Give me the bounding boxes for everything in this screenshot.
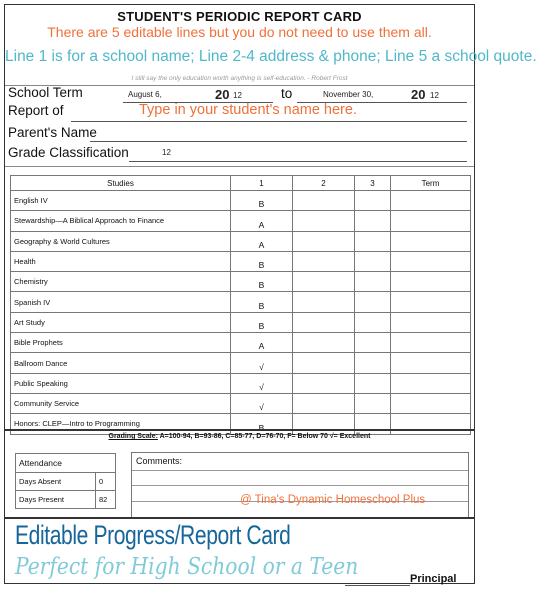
principal-signature-line	[345, 585, 410, 586]
table-row	[11, 373, 471, 393]
grade-cell[interactable]	[293, 231, 355, 251]
table-row	[11, 191, 471, 211]
student-name-field[interactable]: Type in your student's name here.	[139, 102, 357, 118]
grade-cell[interactable]	[293, 393, 355, 413]
subject-cell[interactable]: Stewardship—A Biblical Approach to Finance	[11, 211, 231, 231]
term-cell[interactable]	[391, 333, 471, 353]
grade-cell[interactable]: B	[231, 251, 293, 271]
term-cell[interactable]	[391, 272, 471, 292]
grade-cell[interactable]	[293, 272, 355, 292]
term-end-field[interactable]: November 30,	[323, 90, 374, 99]
banner-title: Editable Progress/Report Card	[15, 520, 291, 550]
grade-cell[interactable]	[355, 353, 391, 373]
term-start-year-field[interactable]: 12	[233, 91, 242, 100]
editable-lines-note[interactable]: There are 5 editable lines but you do not need to use them all.	[47, 24, 432, 40]
comments-label: Comments:	[136, 456, 183, 466]
grade-cell[interactable]	[293, 373, 355, 393]
subject-cell[interactable]: Public Speaking	[11, 373, 231, 393]
header-term: Term	[391, 176, 471, 191]
grading-scale-label: Grading Scale:	[108, 433, 158, 440]
grade-cell[interactable]: √	[231, 393, 293, 413]
grade-classification-field[interactable]: 12	[162, 148, 171, 157]
grade-cell[interactable]: A	[231, 231, 293, 251]
days-absent-value[interactable]: 0	[96, 473, 116, 491]
info-divider	[5, 166, 474, 167]
grade-cell[interactable]	[293, 333, 355, 353]
comment-line	[132, 485, 468, 486]
table-row	[11, 353, 471, 373]
attendance-table	[15, 453, 116, 509]
header-period-3: 3	[355, 176, 391, 191]
grading-scale	[5, 433, 474, 440]
header-period-2: 2	[293, 176, 355, 191]
table-row	[11, 333, 471, 353]
table-row	[11, 251, 471, 271]
days-absent-label: Days Absent	[16, 473, 96, 491]
report-of-line	[71, 121, 467, 122]
subject-cell[interactable]: English IV	[11, 191, 231, 211]
attendance-header: Attendance	[16, 454, 116, 473]
days-present-value[interactable]: 82	[96, 491, 116, 509]
subject-cell[interactable]: Community Service	[11, 393, 231, 413]
grade-cell[interactable]	[355, 393, 391, 413]
subject-cell[interactable]: Honors: CLEP—Intro to Programming	[11, 414, 231, 434]
subject-cell[interactable]: Chemistry	[11, 272, 231, 292]
comment-line	[132, 470, 468, 471]
grade-cell[interactable]	[355, 211, 391, 231]
table-row	[11, 292, 471, 312]
year-prefix-end: 20	[411, 87, 426, 102]
grade-cell[interactable]	[355, 292, 391, 312]
grade-cell[interactable]: B	[231, 312, 293, 332]
studies-table	[10, 175, 471, 435]
grade-cell[interactable]	[293, 191, 355, 211]
grade-classification-line	[129, 161, 467, 162]
subject-cell[interactable]: Art Study	[11, 312, 231, 332]
grade-cell[interactable]	[293, 353, 355, 373]
term-cell[interactable]	[391, 373, 471, 393]
subject-cell[interactable]: Geography & World Cultures	[11, 231, 231, 251]
days-present-label: Days Present	[16, 491, 96, 509]
grade-cell[interactable]: A	[231, 211, 293, 231]
school-term-label: School Term	[8, 85, 83, 100]
grade-cell[interactable]: B	[231, 272, 293, 292]
days-present-row	[16, 491, 116, 509]
report-card	[4, 4, 537, 585]
table-row	[11, 211, 471, 231]
grade-cell[interactable]	[355, 312, 391, 332]
attendance-header-row	[16, 454, 116, 473]
table-row	[11, 312, 471, 332]
parents-name-label: Parent's Name	[8, 125, 97, 140]
term-cell[interactable]	[391, 353, 471, 373]
grade-cell[interactable]	[293, 292, 355, 312]
grade-cell[interactable]	[355, 231, 391, 251]
to-label: to	[281, 86, 293, 101]
subject-cell[interactable]: Ballroom Dance	[11, 353, 231, 373]
term-cell[interactable]	[391, 231, 471, 251]
report-of-label: Report of	[8, 103, 64, 118]
subject-cell[interactable]: Bible Prophets	[11, 333, 231, 353]
grade-cell[interactable]	[355, 414, 391, 434]
term-cell[interactable]	[391, 312, 471, 332]
banner-divider	[5, 517, 474, 519]
term-cell[interactable]	[391, 191, 471, 211]
grade-cell[interactable]: A	[231, 333, 293, 353]
term-cell[interactable]	[391, 251, 471, 271]
table-row	[11, 272, 471, 292]
grade-cell[interactable]: √	[231, 353, 293, 373]
term-start-field[interactable]: August 6,	[128, 90, 162, 99]
banner-subtitle: Perfect for High School or a Teen	[15, 554, 359, 580]
grade-classification-label: Grade Classification	[8, 145, 129, 160]
subject-cell[interactable]: Spanish IV	[11, 292, 231, 312]
days-absent-row	[16, 473, 116, 491]
grading-scale-values: A=100-94, B=93-86, C=85-77, D=76-70, F= Below 70 √= Excellent	[159, 433, 371, 440]
school-quote[interactable]: I still say the only education worth anything is self-education. - Robert Frost	[131, 75, 348, 82]
term-end-year-field[interactable]: 12	[430, 91, 439, 100]
grade-cell[interactable]	[355, 251, 391, 271]
grade-cell[interactable]: √	[231, 373, 293, 393]
grade-cell[interactable]	[293, 211, 355, 231]
subject-cell[interactable]: Health	[11, 251, 231, 271]
term-cell[interactable]	[391, 211, 471, 231]
grade-cell[interactable]	[355, 333, 391, 353]
grade-cell[interactable]	[355, 191, 391, 211]
term-cell[interactable]	[391, 292, 471, 312]
term-cell[interactable]	[391, 414, 471, 434]
grade-cell[interactable]	[293, 312, 355, 332]
year-prefix-start: 20	[215, 87, 230, 102]
table-divider	[5, 429, 474, 431]
parents-name-line[interactable]	[90, 141, 467, 142]
grade-cell[interactable]	[355, 272, 391, 292]
comments-box[interactable]	[131, 452, 469, 518]
principal-label: Principal	[410, 573, 457, 585]
credit-watermark: @ Tina's Dynamic Homeschool Plus	[240, 494, 426, 506]
line-usage-note[interactable]: Line 1 is for a school name; Line 2-4 address & phone; Line 5 a school quote.	[5, 48, 537, 65]
studies-header-row	[11, 176, 471, 191]
grade-cell[interactable]	[293, 251, 355, 271]
grade-cell[interactable]: B	[231, 292, 293, 312]
table-row	[11, 414, 471, 434]
table-row	[11, 393, 471, 413]
term-cell[interactable]	[391, 393, 471, 413]
grade-cell[interactable]: B	[231, 191, 293, 211]
grade-cell[interactable]: B	[231, 414, 293, 434]
table-row	[11, 231, 471, 251]
grade-cell[interactable]	[355, 373, 391, 393]
report-title: STUDENT'S PERIODIC REPORT CARD	[117, 9, 362, 24]
header-studies: Studies	[11, 176, 231, 191]
header-period-1: 1	[231, 176, 293, 191]
grade-cell[interactable]	[293, 414, 355, 434]
